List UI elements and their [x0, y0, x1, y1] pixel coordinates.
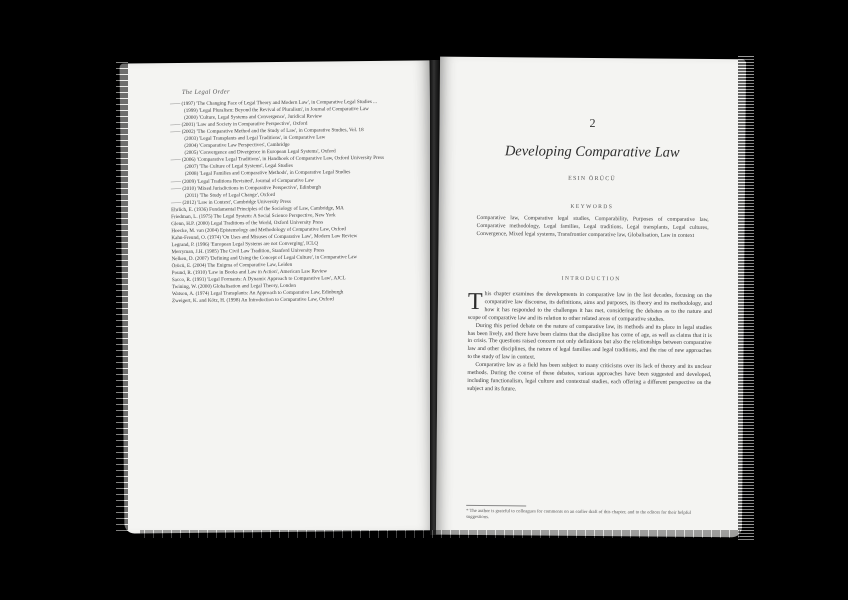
body-text [467, 288, 713, 396]
reference-entry: (2008) 'Legal Families and Comparative Methods', in Comparative Legal Studies [184, 169, 351, 178]
paragraph-text: his chapter examines the developments in comparative law in the last decades, focusing on the comparative law discourse, its definitions, aims and purposes, its theory and its methodology, and how it has responded to the challenges it has met, considering the debates as to the nature and scope of comparative law and its relation to other related areas of comparative studies. [467, 291, 713, 323]
reference-entry: Zweigert, K. and Kötz, H. (1998) An Introduction to Comparative Law, Oxford [172, 296, 334, 305]
keywords-text: Comparative law, Comparative legal studies, Comparability, Purposes of comparative law, Comparative methodology, Legal families, Legal traditions, Legal transplants, Legal cultures, Convergence, Mixed legal systems, Transfrontier comparative law, Globalisation, Law in context [476, 214, 709, 240]
reference-entry: Örücü, E. (2004) The Enigma of Comparative Law, Leiden [171, 261, 293, 270]
body-paragraph: During this period debate on the nature of comparative law, its methods and its place in legal studies has been lively, and there have been claims that the discipline has come of age, as well as claims that it is in crisis. The questions raised concern not only definitions but also the relationships between comparative law and other disciplines, the nature of legal families and legal traditions, and the rise of new approaches to the study of law in context. [467, 322, 712, 361]
left-page [120, 60, 435, 533]
reference-entry: (2011) 'The Study of Legal Change', Oxford [184, 191, 276, 199]
reference-entry: Sacco, R. (1991) 'Legal Formants: A Dynamic Approach to Comparative Law', AJCL [171, 275, 346, 284]
scan-edge-right [738, 56, 754, 540]
right-page [436, 57, 746, 538]
reference-entry: (1999) 'Legal Pluralism: Beyond the Revival of Pluralism', in Journal of Comparative Law [184, 106, 369, 115]
reference-entry: (2000) 'Culture, Legal Systems and Convergence', Juridical Review [184, 113, 323, 122]
reference-entry: Merryman, J.H. (1985) The Civil Law Tradition, Stanford University Press [171, 247, 325, 256]
keywords-heading: KEYWORDS [570, 203, 614, 211]
reference-entry: Friedman, L. (1975) The Legal System: A Social Science Perspective, New York [171, 212, 336, 220]
reference-entry: (2007) 'The Culture of Legal Systems', Legal Studies [184, 163, 293, 171]
reference-entry: Glenn, H.P. (2000) Legal Traditions of the World, Oxford University Press [171, 219, 324, 227]
body-paragraph [467, 288, 713, 325]
scan-edge-bottom [140, 530, 740, 538]
reference-entry: Kahn-Freund, O. (1974) 'On Uses and Misuses of Comparative Law', Modern Law Review [171, 233, 358, 241]
scan-edge-left [116, 60, 128, 534]
reference-entry: Hoecke, M. van (2004) Epistemology and Methodology of Comparative Law, Oxford [171, 226, 346, 234]
running-head: The Legal Order [181, 88, 230, 96]
drop-cap: T [467, 288, 483, 316]
footnote-rule [466, 505, 526, 507]
chapter-title: Developing Comparative Law [504, 143, 680, 161]
reference-entry: (2004) 'Comparative Law Perspectives', Cambridge [184, 142, 290, 150]
reference-entry: Ehrlich, E. (1936) Fundamental Principles of the Sociology of Law, Cambridge, MA [171, 204, 344, 213]
reference-entry: —— (2002) 'The Comparative Method and the Study of Law', in Comparative Studies, Vol. 18 [170, 127, 364, 136]
chapter-author: ESIN ÖRÜCÜ [568, 175, 616, 183]
reference-entry: —— (2010) 'Mixed Jurisdictions in Comparative Perspective', Edinburgh [170, 184, 321, 192]
reference-entry: —— (2001) 'Law and Society in Comparative Perspective', Oxford [170, 120, 308, 129]
reference-entry: —— (1997) 'The Changing Face of Legal Theory and Modern Law', in Comparative Legal Studies ... [169, 98, 377, 108]
body-paragraph: Comparative law as a field has been subject to many criticisms over its lack of theory and its unclear methods. During the course of these debates, various approaches have been suggested and developed, including functionalism, legal culture and contextual studies, each offering a different perspective on the subject and its future. [467, 362, 712, 393]
reference-entry: —— (2006) 'Comparative Legal Traditions', in Handbook of Comparative Law, Oxford University Press [170, 155, 385, 164]
reference-entry: Legrand, P. (1996) 'European Legal Systems are not Converging', ICLQ [171, 240, 319, 249]
reference-list [170, 99, 418, 306]
reference-entry: Twining, W. (2000) Globalisation and Legal Theory, London [171, 283, 296, 291]
reference-entry: (2003) 'Legal Transplants and Legal Traditions', in Comparative Law [184, 134, 326, 143]
footnote: * The author is grateful to colleagues for comments on an earlier draft of this chapter, and to the editors for their helpful suggestions. [466, 508, 691, 521]
reference-entry: —— (2012) 'Law in Context', Cambridge University Press [170, 198, 291, 206]
chapter-number: 2 [589, 115, 596, 131]
reference-entry: —— (2009) 'Legal Traditions Revisited', Journal of Comparative Law [170, 177, 314, 185]
section-heading: INTRODUCTION [561, 275, 621, 283]
reference-entry: Pound, R. (1910) 'Law in Books and Law in Action', American Law Review [171, 268, 328, 277]
reference-entry: Watson, A. (1974) Legal Transplants: An Approach to Comparative Law, Edinburgh [171, 289, 344, 298]
reference-entry: Nelken, D. (2007) 'Defining and Using the Concept of Legal Culture', in Comparative Law [171, 254, 358, 263]
reference-entry: (2005) 'Convergence and Divergence in European Legal Systems', Oxford [184, 148, 336, 157]
